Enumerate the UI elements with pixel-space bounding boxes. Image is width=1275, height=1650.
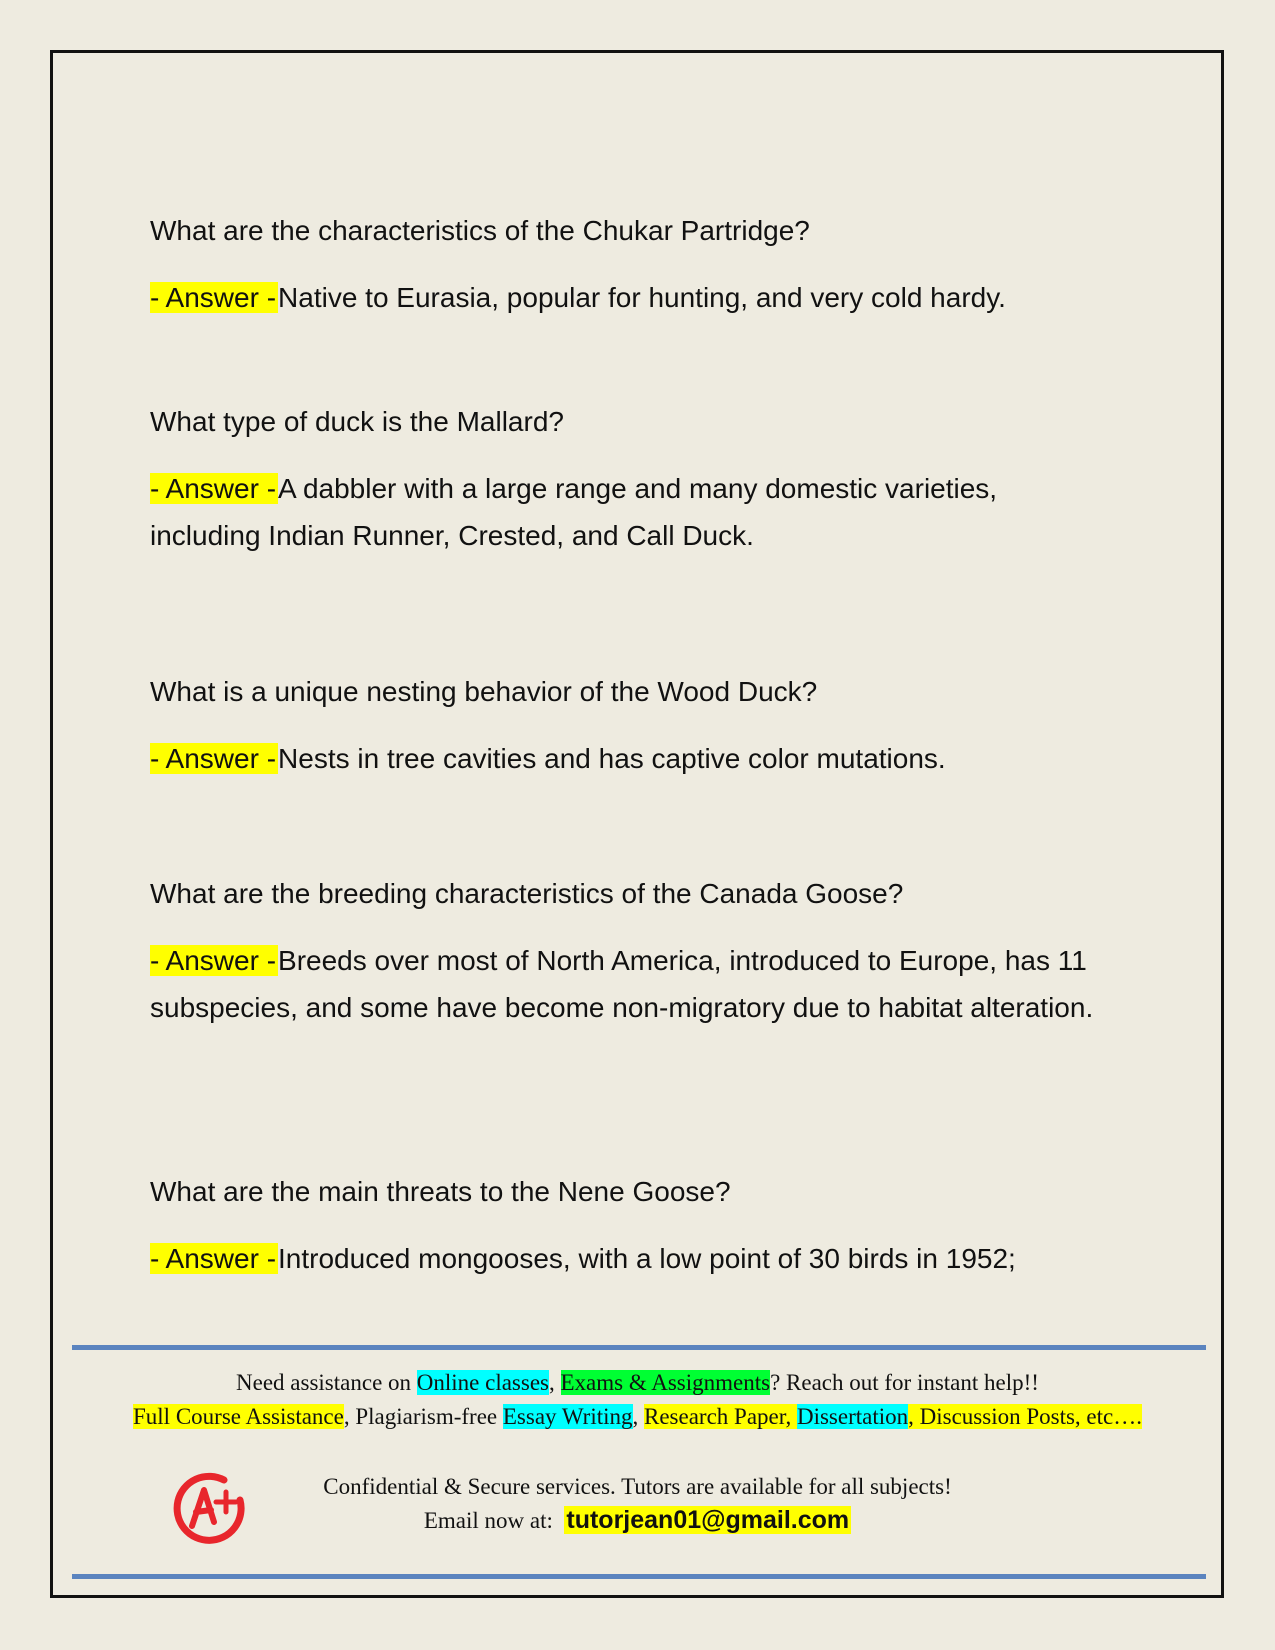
- answer-text: Nests in tree cavities and has captive color mutations.: [278, 743, 946, 774]
- question-text: What are the characteristics of the Chukar Partridge?: [150, 215, 810, 246]
- qa-item-1: [150, 207, 1110, 321]
- answer-text: A dabbler with a large range and many domestic varieties, including Indian Runner, Crested, and Call Duck.: [150, 473, 998, 551]
- footer-email-line: [0, 1503, 1275, 1538]
- footer-services-line: [0, 1400, 1275, 1434]
- answer-paragraph: [150, 274, 1110, 321]
- answer-text: Native to Eurasia, popular for hunting, and very cold hardy.: [278, 282, 1006, 313]
- research-paper-highlight: Research Paper,: [644, 1404, 797, 1429]
- answer-label: - Answer -: [150, 282, 277, 313]
- answer-text: Breeds over most of North America, introduced to Europe, has 11 subspecies, and some have become non-migratory due to habitat alteration.: [150, 945, 1094, 1023]
- footer-top-rule: [72, 1345, 1206, 1350]
- qa-item-3: [150, 668, 1110, 782]
- footer-prefix: Need assistance on: [236, 1370, 417, 1395]
- answer-label: - Answer -: [150, 1243, 277, 1274]
- answer-paragraph: [150, 735, 1110, 782]
- email-link[interactable]: tutorjean01@gmail.com: [566, 1506, 850, 1534]
- email-label: Email now at:: [423, 1508, 553, 1533]
- answer-label: - Answer -: [150, 743, 277, 774]
- footer-confidential-line: Confidential & Secure services. Tutors are available for all subjects!: [323, 1474, 952, 1499]
- footer-assistance-line: [0, 1366, 1275, 1400]
- question-text: What are the breeding characteristics of the Canada Goose?: [150, 878, 904, 909]
- footer-separator: ,: [632, 1404, 644, 1429]
- plagiarism-text: , Plagiarism-free: [343, 1404, 503, 1429]
- discussion-posts-highlight: , Discussion Posts, etc….: [908, 1404, 1142, 1429]
- question-text: What type of duck is the Mallard?: [150, 406, 564, 437]
- answer-paragraph: [150, 1235, 1110, 1282]
- dissertation-highlight: Dissertation: [796, 1404, 909, 1429]
- answer-paragraph: [150, 937, 1110, 1031]
- question-text: What are the main threats to the Nene Goose?: [150, 1176, 731, 1207]
- footer-separator: ,: [549, 1370, 561, 1395]
- answer-paragraph: [150, 465, 1110, 559]
- answer-label: - Answer -: [150, 473, 277, 504]
- qa-item-5: [150, 1168, 1110, 1282]
- footer-bottom-rule: [72, 1574, 1206, 1579]
- answer-text: Introduced mongooses, with a low point of 30 birds in 1952;: [278, 1243, 1016, 1274]
- essay-writing-highlight: Essay Writing: [502, 1404, 633, 1429]
- full-course-highlight: Full Course Assistance: [133, 1404, 344, 1429]
- answer-label: - Answer -: [150, 945, 277, 976]
- qa-item-2: [150, 398, 1110, 559]
- online-classes-highlight: Online classes: [416, 1370, 549, 1395]
- question-text: What is a unique nesting behavior of the Wood Duck?: [150, 676, 818, 707]
- exams-highlight: Exams & Assignments: [560, 1370, 771, 1395]
- footer-suffix: ? Reach out for instant help!!: [770, 1370, 1039, 1395]
- qa-item-4: [150, 870, 1110, 1031]
